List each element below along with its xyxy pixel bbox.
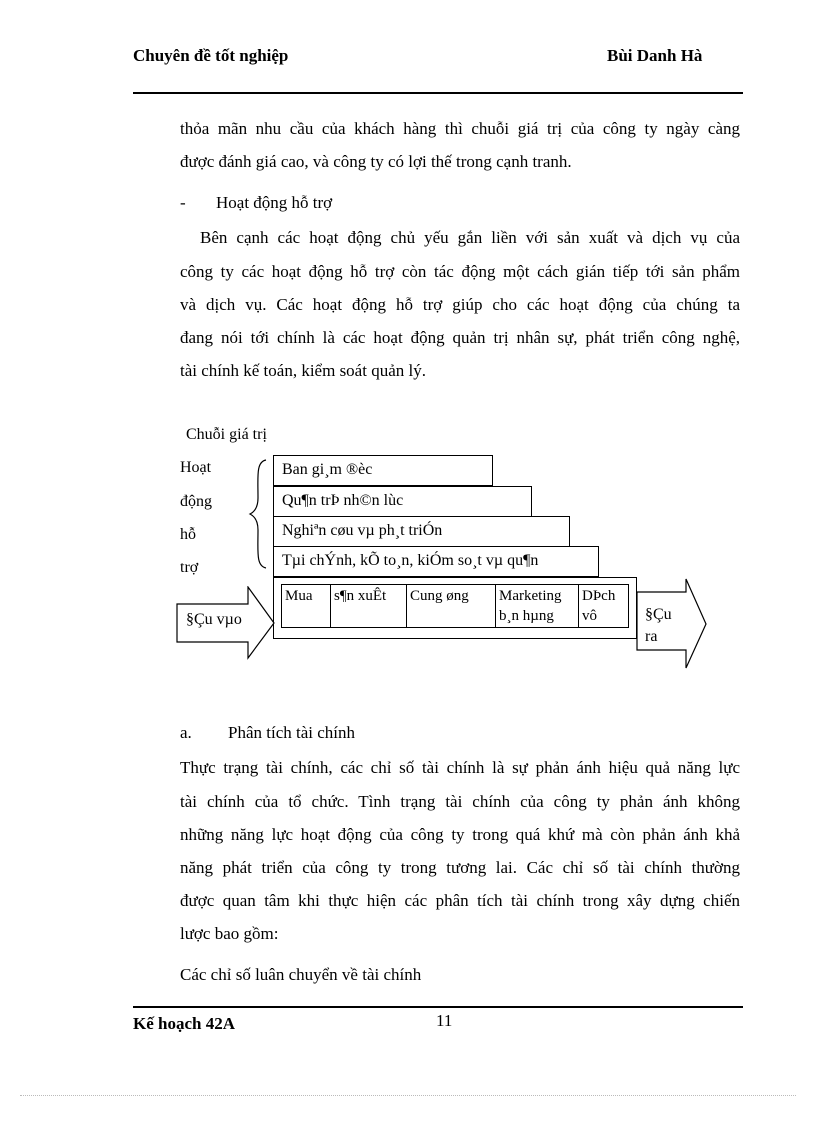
section-line-3: những năng lực hoạt động của công ty trong quá khứ mà còn phản ánh khả xyxy=(180,825,740,844)
brace xyxy=(248,458,268,570)
support-line-2: công ty các hoạt động hỗ trợ còn tác động một cách gián tiếp tới sản phẩm xyxy=(180,262,740,281)
bullet-heading: Hoạt động hỗ trợ xyxy=(216,193,333,212)
diagram-title: Chuỗi giá trị xyxy=(186,426,267,443)
section-title: Phân tích tài chính xyxy=(228,723,356,742)
page-number: 11 xyxy=(436,1011,453,1030)
side-label-3: hỗ xyxy=(180,526,196,543)
section-line-1: Thực trạng tài chính, các chỉ số tài chính là sự phản ánh hiệu quả năng lực xyxy=(180,758,740,777)
side-label-1: Hoạt xyxy=(180,459,212,476)
support-line-1: Bên cạnh các hoạt động chủ yếu gắn liền với sản xuất và dịch vụ của xyxy=(200,228,740,247)
intro-line-1: thỏa mãn nhu cầu của khách hàng thì chuỗi giá trị của công ty ngày càng xyxy=(180,119,740,138)
primary-cell-production: s¶n xuÊt xyxy=(334,588,387,604)
support-line-3: và dịch vụ. Các hoạt động hỗ trợ giúp cho các hoạt động của chúng ta xyxy=(180,295,740,314)
header-right: Bùi Danh Hà xyxy=(607,46,703,65)
section-line-5: được quan tâm khi thực hiện các phân tích tài chính trong xây dựng chiến xyxy=(180,891,740,910)
output-arrow-label: §Çu ra xyxy=(645,606,672,645)
input-arrow-label: §Çu vµo xyxy=(186,611,242,628)
side-label-4: trợ xyxy=(180,559,199,576)
primary-cell-supply: Cung øng xyxy=(410,588,469,604)
primary-cell-purchase: Mua xyxy=(285,588,313,604)
primary-divider-3 xyxy=(495,584,496,628)
header-rule xyxy=(133,92,743,94)
support-box-rnd: Nghiªn cøu vµ ph¸t triÓn xyxy=(273,516,570,547)
section-marker: a. xyxy=(180,723,192,742)
footer-rule xyxy=(133,1006,743,1008)
footer-left: Kế hoạch 42A xyxy=(133,1014,235,1033)
primary-divider-1 xyxy=(330,584,331,628)
page-edge-dots xyxy=(20,1095,796,1096)
section-line-6: lược bao gồm: xyxy=(180,924,279,943)
primary-divider-2 xyxy=(406,584,407,628)
side-label-2: động xyxy=(180,493,212,510)
bullet-marker: - xyxy=(180,193,186,212)
header-left: Chuyên đề tốt nghiệp xyxy=(133,46,289,65)
intro-line-2: được đánh giá cao, và công ty có lợi thế trong cạnh tranh. xyxy=(180,152,572,171)
support-box-management: Ban gi¸m ®èc xyxy=(273,455,493,486)
support-line-4: đang nói tới chính là các hoạt động quản trị nhân sự, phát triển công nghệ, xyxy=(180,328,740,347)
support-box-finance: Tµi chÝnh, kÕ to¸n, kiÓm so¸t vµ qu¶n xyxy=(273,546,599,577)
support-box-hr: Qu¶n trÞ nh©n lùc xyxy=(273,486,532,517)
primary-cell-service: DÞch vô xyxy=(582,588,616,624)
section-line-4: năng phát triển của công ty trong tương lai. Các chỉ số tài chính thường xyxy=(180,858,740,877)
section-last-line: Các chỉ số luân chuyển về tài chính xyxy=(180,965,422,984)
section-line-2: tài chính của tổ chức. Tình trạng tài chính của công ty phản ánh không xyxy=(180,792,740,811)
primary-cell-marketing: Marketing b¸n hµng xyxy=(499,588,562,624)
primary-divider-4 xyxy=(578,584,579,628)
support-line-5: tài chính kế toán, kiểm soát quản lý. xyxy=(180,361,426,380)
